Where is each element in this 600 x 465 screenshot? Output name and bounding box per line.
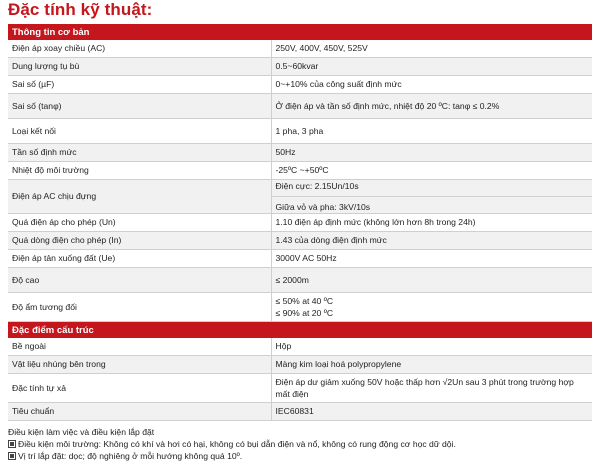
row-value-line: Điện cực: 2.15Un/10s xyxy=(275,181,359,191)
row-label: Điện áp AC chịu đựng xyxy=(8,180,271,214)
table-row xyxy=(8,144,592,162)
table-row xyxy=(8,180,592,214)
row-label: Độ ẩm tương đối xyxy=(8,293,271,322)
page-title: Đặc tính kỹ thuật: xyxy=(8,0,153,19)
spec-table xyxy=(8,24,592,421)
section-header xyxy=(8,24,592,40)
row-value: 0.5~60kvar xyxy=(271,58,592,76)
row-value: 1 pha, 3 pha xyxy=(271,119,592,144)
row-label: Dung lượng tụ bù xyxy=(8,58,271,76)
table-row xyxy=(8,374,592,403)
row-label: Quá điện áp cho phép (Un) xyxy=(8,214,271,232)
row-label: Điện áp xoay chiều (AC) xyxy=(8,40,271,58)
section-heading-structure: Đặc điểm cấu trúc xyxy=(8,322,592,339)
row-label: Sai số (µF) xyxy=(8,76,271,94)
checkbox-bullet-icon xyxy=(8,452,16,460)
row-label: Vật liệu nhúng bên trong xyxy=(8,356,271,374)
row-value-line: mất điện xyxy=(275,389,309,399)
table-row xyxy=(8,250,592,268)
row-value: Màng kim loại hoá polypropylene xyxy=(271,356,592,374)
note-item xyxy=(8,450,592,462)
row-label: Điện áp tản xuống đất (Ue) xyxy=(8,250,271,268)
row-value-line: ≤ 50% at 40 ºC xyxy=(275,296,334,306)
section-heading-basic: Thông tin cơ bản xyxy=(8,24,592,40)
row-value: -25ºC ~+50ºC xyxy=(271,162,592,180)
table-row xyxy=(8,214,592,232)
table-row xyxy=(8,40,592,58)
row-value xyxy=(271,180,592,214)
row-value: 1.43 của dòng điện định mức xyxy=(271,232,592,250)
row-value-line: Giữa vỏ và pha: 3kV/10s xyxy=(272,196,593,213)
row-value: ≤ 2000m xyxy=(271,268,592,293)
row-value xyxy=(271,293,592,322)
note-text: Điều kiện môi trường: Không có khí và hơi có hại, không có bụi dẫn điện và nổ, không có rung động cơ học dữ dội. xyxy=(18,439,456,449)
row-value: Hộp xyxy=(271,338,592,356)
row-label: Độ cao xyxy=(8,268,271,293)
row-label: Đặc tính tự xả xyxy=(8,374,271,403)
note-item xyxy=(8,438,592,450)
row-value: 1.10 điện áp định mức (không lớn hơn 8h trong 24h) xyxy=(271,214,592,232)
row-value: 250V, 400V, 450V, 525V xyxy=(271,40,592,58)
row-value: 3000V AC 50Hz xyxy=(271,250,592,268)
table-row xyxy=(8,94,592,119)
row-value xyxy=(271,374,592,403)
installation-notes xyxy=(8,426,592,462)
row-value-line: Điện áp dư giảm xuống 50V hoặc thấp hơn √2Un sau 3 phút trong trường hợp xyxy=(275,377,574,387)
table-row xyxy=(8,58,592,76)
row-label: Loại kết nối xyxy=(8,119,271,144)
row-value-line: ≤ 90% at 20 ºC xyxy=(275,308,334,318)
row-value: Ở điện áp và tần số định mức, nhiệt độ 20 ºC: tanφ ≤ 0.2% xyxy=(271,94,592,119)
row-label: Tiêu chuẩn xyxy=(8,403,271,421)
row-value: 0~+10% của công suất định mức xyxy=(271,76,592,94)
table-row xyxy=(8,119,592,144)
notes-heading: Điều kiện làm việc và điều kiện lắp đặt xyxy=(8,427,155,437)
table-row xyxy=(8,162,592,180)
table-row xyxy=(8,338,592,356)
table-row xyxy=(8,232,592,250)
row-label: Bề ngoài xyxy=(8,338,271,356)
table-row xyxy=(8,76,592,94)
table-row xyxy=(8,293,592,322)
note-text: Vị trí lắp đặt: dọc; độ nghiêng ở mỗi hướng không quá 10º. xyxy=(18,451,243,461)
row-value: IEC60831 xyxy=(271,403,592,421)
row-label: Tần số định mức xyxy=(8,144,271,162)
table-row xyxy=(8,268,592,293)
row-label: Sai số (tanφ) xyxy=(8,94,271,119)
checkbox-bullet-icon xyxy=(8,440,16,448)
table-row xyxy=(8,403,592,421)
row-label: Quá dòng điện cho phép (In) xyxy=(8,232,271,250)
table-row xyxy=(8,356,592,374)
section-header xyxy=(8,322,592,339)
row-label: Nhiệt độ môi trường xyxy=(8,162,271,180)
row-value: 50Hz xyxy=(271,144,592,162)
